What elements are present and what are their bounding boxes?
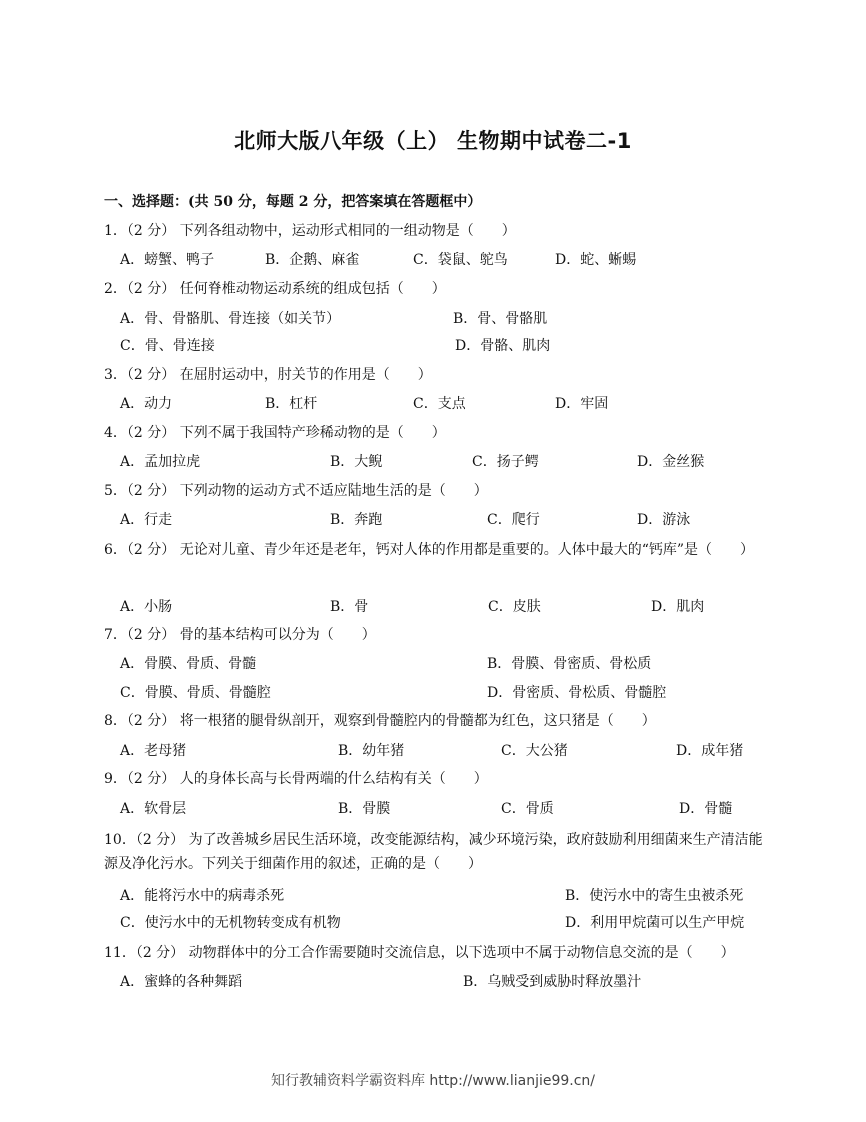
question-11-option-b: B．乌贼受到威胁时释放墨汁: [463, 974, 642, 990]
question-2-stem: 2．（2 分） 任何脊椎动物运动系统的组成包括（ ）: [104, 281, 446, 297]
question-5-stem: 5．（2 分） 下列动物的运动方式不适应陆地生活的是（ ）: [104, 483, 488, 499]
question-3-option-d: D．牢固: [555, 396, 609, 412]
question-8-option-d: D．成年猪: [676, 743, 744, 759]
question-8-option-b: B．幼年猪: [338, 743, 405, 759]
question-5-option-c: C．爬行: [487, 512, 540, 528]
question-1-option-c: C．袋鼠、鸵鸟: [413, 252, 508, 268]
question-7-option-d: D．骨密质、骨松质、骨髓腔: [487, 685, 667, 701]
question-7-stem: 7．（2 分） 骨的基本结构可以分为（ ）: [104, 627, 376, 643]
question-10-stem: 10．（2 分） 为了改善城乡居民生活环境，改变能源结构，减少环境污染，政府鼓励利用细菌来生产清洁能源及净化污水。下列关于细菌作用的叙述，正确的是（ ）: [104, 832, 763, 872]
question-8-option-a: A．老母猪: [120, 743, 187, 759]
question-5-option-a: A．行走: [120, 512, 173, 528]
question-2-option-c: C．骨、骨连接: [120, 338, 215, 354]
question-9-option-a: A．软骨层: [120, 801, 187, 817]
footer-watermark: 知行教辅资料学霸资料库 http://www.lianjie99.cn/: [270, 1073, 596, 1089]
question-10-option-d: D．利用甲烷菌可以生产甲烷: [565, 915, 745, 931]
question-6-option-c: C．皮肤: [488, 599, 541, 615]
question-7-option-a: A．骨膜、骨质、骨髓: [120, 656, 257, 672]
question-6-option-b: B．骨: [330, 599, 369, 615]
question-1-option-d: D．蛇、蜥蜴: [555, 252, 637, 268]
question-1-option-b: B．企鹅、麻雀: [265, 252, 360, 268]
question-3-stem: 3．（2 分） 在屈肘运动中，肘关节的作用是（ ）: [104, 367, 432, 383]
question-10-option-b: B．使污水中的寄生虫被杀死: [565, 888, 744, 904]
question-2-option-b: B．骨、骨骼肌: [453, 311, 548, 327]
question-8-option-c: C．大公猪: [501, 743, 568, 759]
question-6-option-a: A．小肠: [120, 599, 173, 615]
question-4-option-b: B．大鲵: [330, 454, 383, 470]
question-6-option-d: D．肌肉: [651, 599, 705, 615]
question-10-option-a: A．能将污水中的病毒杀死: [120, 888, 285, 904]
question-4-option-a: A．孟加拉虎: [120, 454, 201, 470]
page-title: 北师大版八年级（上） 生物期中试卷二-1: [234, 129, 632, 153]
question-3-option-a: A．动力: [120, 396, 173, 412]
question-9-stem: 9．（2 分） 人的身体长高与长骨两端的什么结构有关（ ）: [104, 771, 488, 787]
question-4-option-d: D．金丝猴: [637, 454, 705, 470]
question-4-option-c: C．扬子鳄: [472, 454, 539, 470]
question-6-stem: 6．（2 分） 无论对儿童、青少年还是老年，钙对人体的作用都是重要的。人体中最大的“钙库”是（ ）: [104, 542, 755, 558]
question-3-option-c: C．支点: [413, 396, 466, 412]
question-9-option-c: C．骨质: [501, 801, 554, 817]
question-7-option-b: B．骨膜、骨密质、骨松质: [487, 656, 652, 672]
question-1-stem: 1．（2 分） 下列各组动物中，运动形式相同的一组动物是（ ）: [104, 223, 516, 239]
question-3-option-b: B．杠杆: [265, 396, 318, 412]
question-11-stem: 11．（2 分） 动物群体中的分工合作需要随时交流信息，以下选项中不属于动物信息交流的是（ ）: [104, 945, 735, 961]
question-2-option-d: D．骨骼、肌肉: [455, 338, 551, 354]
question-7-option-c: C．骨膜、骨质、骨髓腔: [120, 685, 271, 701]
question-11-option-a: A．蜜蜂的各种舞蹈: [120, 974, 243, 990]
question-5-option-b: B．奔跑: [330, 512, 383, 528]
question-8-stem: 8．（2 分） 将一根猪的腿骨纵剖开，观察到骨髓腔内的骨髓都为红色，这只猪是（ ）: [104, 713, 656, 729]
question-4-stem: 4．（2 分） 下列不属于我国特产珍稀动物的是（ ）: [104, 425, 446, 441]
question-2-option-a: A．骨、骨骼肌、骨连接（如关节）: [120, 311, 341, 327]
question-9-option-d: D．骨髓: [679, 801, 733, 817]
question-10-option-c: C．使污水中的无机物转变成有机物: [120, 915, 341, 931]
question-1-option-a: A．螃蟹、鸭子: [120, 252, 215, 268]
section-heading: 一、选择题：(共 50 分，每题 2 分，把答案填在答题框中）: [104, 194, 482, 210]
question-5-option-d: D．游泳: [637, 512, 691, 528]
question-9-option-b: B．骨膜: [338, 801, 391, 817]
